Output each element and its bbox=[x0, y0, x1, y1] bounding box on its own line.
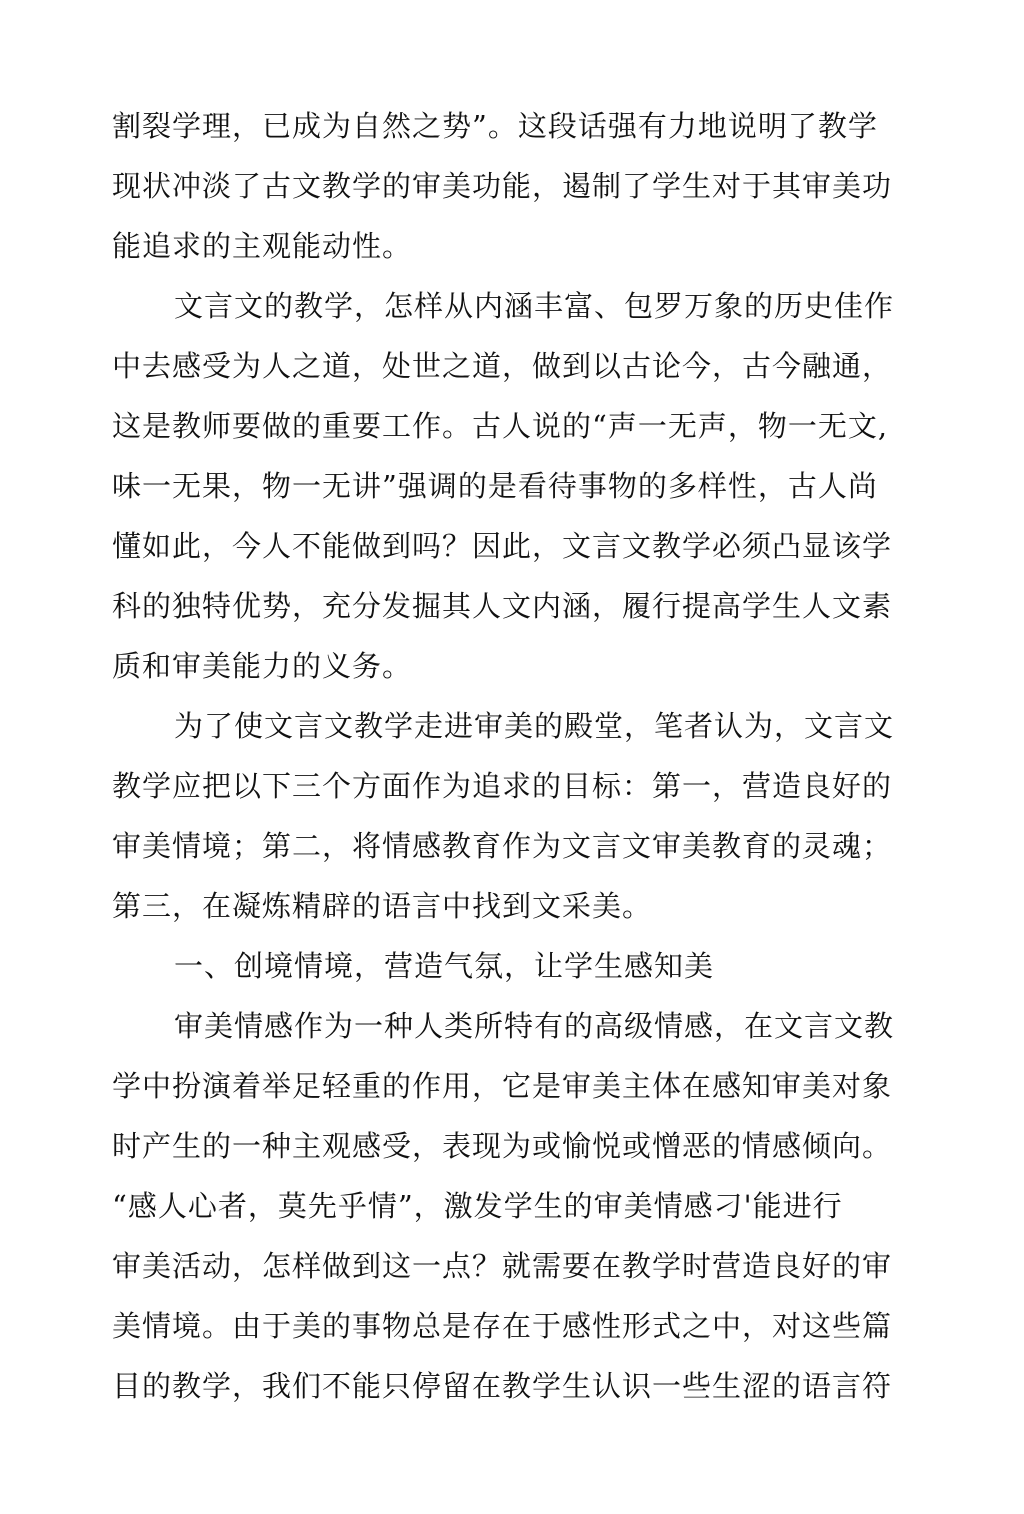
text-line: 第三，在凝炼精辟的语言中找到文采美。 bbox=[112, 889, 653, 923]
text-line: 这是教师要做的重要工作。古人说的“声一无声，物一无文, bbox=[112, 409, 889, 443]
paragraph-first-line: 为了使文言文教学走进审美的殿堂，笔者认为，文言文 bbox=[174, 709, 895, 743]
text-line: 现状冲淡了古文教学的审美功能，遏制了学生对于其审美功 bbox=[112, 169, 893, 203]
text-line: 味一无果，物一无讲”强调的是看待事物的多样性，古人尚 bbox=[112, 469, 878, 503]
text-line: 教学应把以下三个方面作为追求的目标：第一，营造良好的 bbox=[112, 769, 893, 803]
paragraph-first-line: 文言文的教学，怎样从内涵丰富、包罗万象的历史佳作 bbox=[174, 289, 895, 323]
text-line: 懂如此，今人不能做到吗？因此，文言文教学必须凸显该学 bbox=[112, 529, 893, 563]
text-line: 能追求的主观能动性。 bbox=[112, 229, 413, 263]
section-heading: 一、创境情境，营造气氛，让学生感知美 bbox=[174, 949, 715, 983]
text-line: 目的教学，我们不能只停留在教学生认识一些生涩的语言符 bbox=[112, 1369, 893, 1403]
text-line: 审美情境；第二，将情感教育作为文言文审美教育的灵魂； bbox=[112, 829, 893, 863]
text-line: 时产生的一种主观感受，表现为或愉悦或憎恶的情感倾向。 bbox=[112, 1129, 893, 1163]
body-text bbox=[112, 96, 912, 1416]
text-line: “感人心者，莫先乎情”，激发学生的审美情感刁'能进行 bbox=[112, 1189, 843, 1223]
text-line: 审美活动，怎样做到这一点？就需要在教学时营造良好的审 bbox=[112, 1249, 893, 1283]
text-line: 中去感受为人之道，处世之道，做到以古论今，古今融通， bbox=[112, 349, 893, 383]
paragraph-first-line: 审美情感作为一种人类所特有的高级情感，在文言文教 bbox=[174, 1009, 895, 1043]
text-line: 学中扮演着举足轻重的作用，它是审美主体在感知审美对象 bbox=[112, 1069, 893, 1103]
text-line: 质和审美能力的义务。 bbox=[112, 649, 413, 683]
text-line: 割裂学理，已成为自然之势”。这段话强有力地说明了教学 bbox=[112, 109, 878, 143]
text-line: 科的独特优势，充分发掘其人文内涵，履行提高学生人文素 bbox=[112, 589, 893, 623]
text-line: 美情境。由于美的事物总是存在于感性形式之中，对这些篇 bbox=[112, 1309, 893, 1343]
